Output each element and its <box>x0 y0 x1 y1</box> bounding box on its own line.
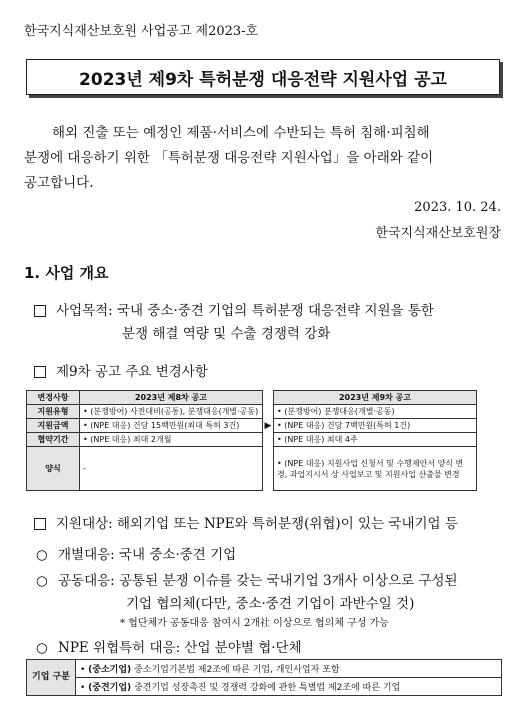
purpose-line-2: 분쟁 해결 역량 및 수출 경쟁력 강화 <box>122 326 331 342</box>
arrow-right-icon: ▶ <box>264 420 272 431</box>
circle-bullet-icon: ○ <box>36 573 48 589</box>
joint-line-1: 공동대응: 공통된 분쟁 이슈를 갖는 국내기업 3개사 이상으로 구성된 <box>58 573 458 589</box>
document-title: 2023년 제9차 특허분쟁 대응전략 지원사업 공고 <box>79 69 447 90</box>
intro-line-3: 공고합니다. <box>24 175 94 191</box>
midsize-tag: (중견기업) <box>88 683 132 693</box>
header-8th: 2023년 제8차 공고 <box>80 391 263 405</box>
new-value: • (분쟁방어) 분쟁대응(개별·공동) <box>274 405 477 419</box>
row-label: 양식 <box>27 447 80 491</box>
checkbox-bullet-icon <box>34 518 46 530</box>
row-label: 지원금액 <box>27 419 80 433</box>
sme-text: 중소기업기본법 제2조에 따른 기업, 개인사업자 포함 <box>134 665 340 675</box>
target-item <box>34 512 458 532</box>
individual-text: 개별대응: 국내 중소·중견 기업 <box>58 547 237 563</box>
header-changes: 변경사항 <box>27 391 80 405</box>
announcement-date: 2023. 10. 24. <box>414 200 501 215</box>
table-row <box>27 419 477 433</box>
table-row <box>27 678 502 696</box>
new-value: • (NPE 대응) 건당 7백만원(특허 1건) <box>274 419 477 433</box>
old-value: - <box>80 447 263 491</box>
enterprise-label: 기업 구분 <box>27 660 76 696</box>
checkbox-bullet-icon <box>34 366 46 378</box>
midsize-text: 중견기업 성장촉진 및 경쟁력 강화에 관한 특별법 제2조에 따른 기업 <box>134 683 401 693</box>
new-value: • (NPE 대응) 최대 4주 <box>274 433 477 447</box>
new-value: • (NPE 대응) 지원사업 신청서 및 수행제안서 양식 변경, 과업지시서 상 사업보고 및 지원사업 산출물 변경 <box>274 447 477 491</box>
issuer-name: 한국지식재산보호원장 <box>375 226 501 241</box>
table-row <box>27 447 477 491</box>
title-box <box>26 59 500 95</box>
sub-item-joint <box>36 570 506 616</box>
header-9th: 2023년 제9차 공고 <box>274 391 477 405</box>
changes-table-header <box>27 391 477 405</box>
sme-definition: • (중소기업) 중소기업기본법 제2조에 따른 기업, 개인사업자 포함 <box>76 660 502 678</box>
table-row <box>27 405 477 419</box>
intro-line-2: 분쟁에 대응하기 위한 「특허분쟁 대응전략 지원사업」을 아래와 같이 <box>24 150 434 166</box>
sub-item-individual <box>36 543 236 563</box>
org-notice-number: 한국지식재산보호원 사업공고 제2023-호 <box>24 24 259 39</box>
circle-bullet-icon: ○ <box>36 640 48 656</box>
target-text: 지원대상: 해외기업 또는 NPE와 특허분쟁(위협)이 있는 국내기업 등 <box>56 516 458 532</box>
npe-text: NPE 위협특허 대응: 산업 분야별 협·단체 <box>58 640 302 656</box>
row-label: 협약기간 <box>27 433 80 447</box>
sub-item-npe <box>36 636 302 656</box>
checkbox-bullet-icon <box>34 305 46 317</box>
purpose-line-1: 사업목적: 국내 중소·중견 기업의 특허분쟁 대응전략 지원을 통한 <box>56 303 434 319</box>
midsize-definition: • (중견기업) 중견기업 성장촉진 및 경쟁력 강화에 관한 특별법 제2조에 따른 기업 <box>76 678 502 696</box>
purpose-item <box>34 300 504 346</box>
circle-bullet-icon: ○ <box>36 547 48 563</box>
sme-tag: (중소기업) <box>88 665 132 675</box>
old-value: • (NPE 대응) 최대 2개월 <box>80 433 263 447</box>
table-row <box>27 433 477 447</box>
joint-note: * 협단체가 공동대응 참여시 2개社 이상으로 협의체 구성 가능 <box>120 618 389 629</box>
intro-paragraph <box>24 121 502 196</box>
section-heading: 1. 사업 개요 <box>24 264 109 282</box>
changes-title: 제9차 공고 주요 변경사항 <box>56 364 208 380</box>
table-row <box>27 660 502 678</box>
old-value: • (NPE 대응) 건당 15백만원(최대 특허 3건) <box>80 419 263 433</box>
old-value: • (분쟁방어) 사전대비(공통), 분쟁대응(개별·공동) <box>80 405 263 419</box>
enterprise-table <box>26 659 502 696</box>
intro-line-1: 해외 진출 또는 예정인 제품·서비스에 수반되는 특허 침해·피침해 <box>52 125 430 141</box>
row-label: 지원유형 <box>27 405 80 419</box>
changes-table <box>26 390 477 491</box>
changes-item <box>34 360 208 380</box>
joint-line-2: 기업 협의체(다만, 중소·중견 기업이 과반수일 것) <box>126 596 415 612</box>
